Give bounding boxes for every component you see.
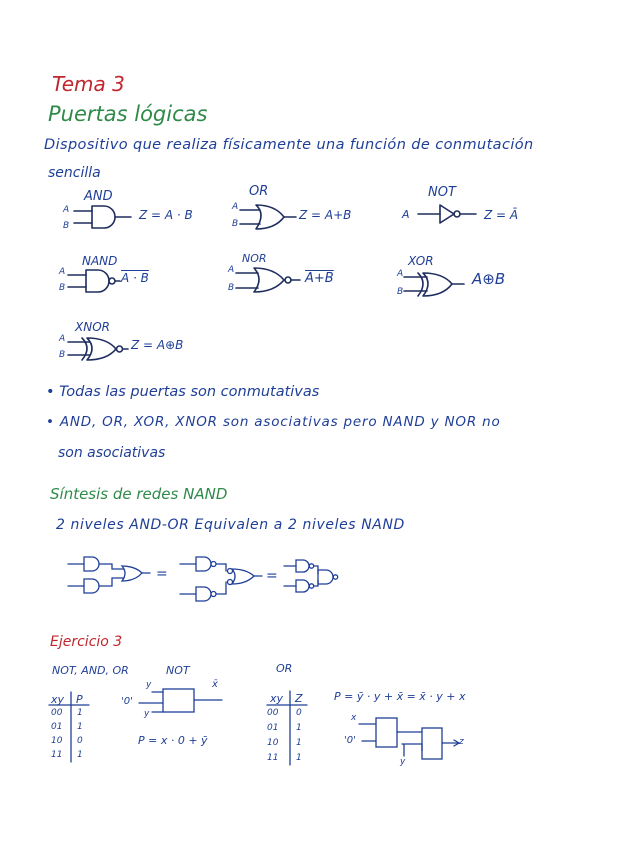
- or-output: Z = A+B: [299, 208, 352, 222]
- not-table-row-1-in: 01: [51, 722, 63, 732]
- not-circuit-input-y-top: y: [146, 680, 152, 690]
- or-circuit-input-y: y: [400, 757, 406, 767]
- or-table-lines: [267, 691, 307, 765]
- and-or-network: [68, 557, 150, 593]
- not-output: Z = Ā: [484, 208, 519, 222]
- not-table-row-3-out: 1: [77, 750, 83, 760]
- not-table-row-2-out: 0: [77, 736, 83, 746]
- or-table-row-3-out: 1: [296, 753, 302, 763]
- xor-output: A⊕B: [472, 270, 506, 288]
- note-bullet-2-continued: son asociativas: [58, 445, 166, 461]
- gate-label-xor: XOR: [408, 254, 434, 268]
- exercise-subtitle: NOT, AND, OR: [52, 664, 129, 677]
- xor-input-a: A: [397, 269, 404, 279]
- or-table-header-z: Z: [295, 692, 303, 705]
- not-table-header-p: P: [76, 693, 83, 706]
- note-bullet-1: • Todas las puertas son conmutativas: [46, 384, 320, 400]
- note-bullet-2: • AND, OR, XOR, XNOR son asociativas pero NAND y NOR no: [46, 414, 501, 430]
- or-table-row-3-in: 11: [267, 753, 279, 763]
- not-gate-symbol: [418, 205, 476, 223]
- synthesis-equals-1: =: [156, 566, 168, 582]
- xnor-input-a: A: [59, 334, 66, 344]
- nor-gate-symbol: [236, 268, 300, 292]
- not-table-row-0-out: 1: [77, 708, 83, 718]
- nand-nand-network: [284, 560, 338, 592]
- or-table-row-2-out: 1: [296, 738, 302, 748]
- not-input-a: A: [402, 208, 410, 221]
- and-input-a: A: [63, 205, 70, 215]
- not-circuit-drawing: [139, 689, 222, 712]
- not-circuit-output: x̄: [212, 679, 218, 690]
- nor-input-b: B: [228, 283, 235, 293]
- definition-line-2: sencilla: [48, 165, 101, 181]
- not-formula: P = x · 0 + ȳ: [138, 734, 208, 747]
- or-input-b: B: [232, 219, 239, 229]
- or-table-row-1-in: 01: [267, 723, 279, 733]
- xor-gate-symbol: [404, 273, 464, 296]
- or-circuit-output: z: [459, 737, 464, 747]
- xor-input-b: B: [397, 287, 404, 297]
- xnor-gate-symbol: [68, 338, 128, 360]
- not-circuit-input-zero: '0': [121, 696, 133, 707]
- or-gate-symbol: [240, 205, 296, 229]
- gate-label-or: OR: [249, 184, 269, 199]
- gate-label-nor: NOR: [242, 252, 267, 265]
- or-circuit-input-x: x: [351, 713, 357, 723]
- exercise-title: Ejercicio 3: [50, 634, 123, 650]
- definition-line-1: Dispositivo que realiza físicamente una función de conmutación: [44, 137, 534, 153]
- synthesis-equals-2: =: [266, 568, 278, 584]
- synthesis-text: 2 niveles AND-OR Equivalen a 2 niveles NAND: [56, 517, 405, 533]
- section-title: Puertas lógicas: [48, 102, 208, 126]
- exercise-or-label: OR: [276, 662, 293, 675]
- or-circuit-input-zero: '0': [344, 735, 356, 746]
- or-table-row-0-in: 00: [267, 708, 279, 718]
- synthesis-title: Síntesis de redes NAND: [50, 485, 228, 503]
- or-circuit-drawing: [359, 718, 459, 759]
- not-table-row-0-in: 00: [51, 708, 63, 718]
- nand-input-b: B: [59, 283, 66, 293]
- or-table-row-2-in: 10: [267, 738, 279, 748]
- gate-label-xnor: XNOR: [75, 320, 110, 334]
- or-input-a: A: [232, 202, 239, 212]
- not-table-row-3-in: 11: [51, 750, 63, 760]
- xnor-input-b: B: [59, 350, 66, 360]
- nand-or-mixed-network: [180, 557, 262, 601]
- gate-label-not: NOT: [428, 185, 456, 200]
- or-table-header-xy: xy: [270, 692, 284, 705]
- exercise-not-label: NOT: [166, 664, 190, 677]
- xnor-output: Z = A⊕B: [131, 338, 184, 352]
- nor-output: A+B: [305, 271, 334, 286]
- not-circuit-input-y-bottom: y: [144, 709, 150, 719]
- gate-label-nand: NAND: [82, 254, 118, 268]
- nand-input-a: A: [59, 267, 66, 277]
- not-table-row-2-in: 10: [51, 736, 63, 746]
- nor-input-a: A: [228, 265, 235, 275]
- and-gate-symbol: [74, 206, 131, 228]
- topic-title: Tema 3: [52, 72, 125, 96]
- or-formula: P = ȳ · y + x̄ = x̄ · y + x: [334, 690, 466, 703]
- or-table-row-1-out: 1: [296, 723, 302, 733]
- nand-output: A · B: [121, 271, 149, 285]
- not-table-header-xy: xy: [51, 693, 65, 706]
- and-output: Z = A · B: [139, 208, 193, 222]
- not-table-row-1-out: 1: [77, 722, 83, 732]
- and-input-b: B: [63, 221, 70, 231]
- nand-gate-symbol: [68, 270, 120, 292]
- gate-label-and: AND: [84, 189, 113, 204]
- or-table-row-0-out: 0: [296, 708, 302, 718]
- not-table-lines: [49, 692, 89, 762]
